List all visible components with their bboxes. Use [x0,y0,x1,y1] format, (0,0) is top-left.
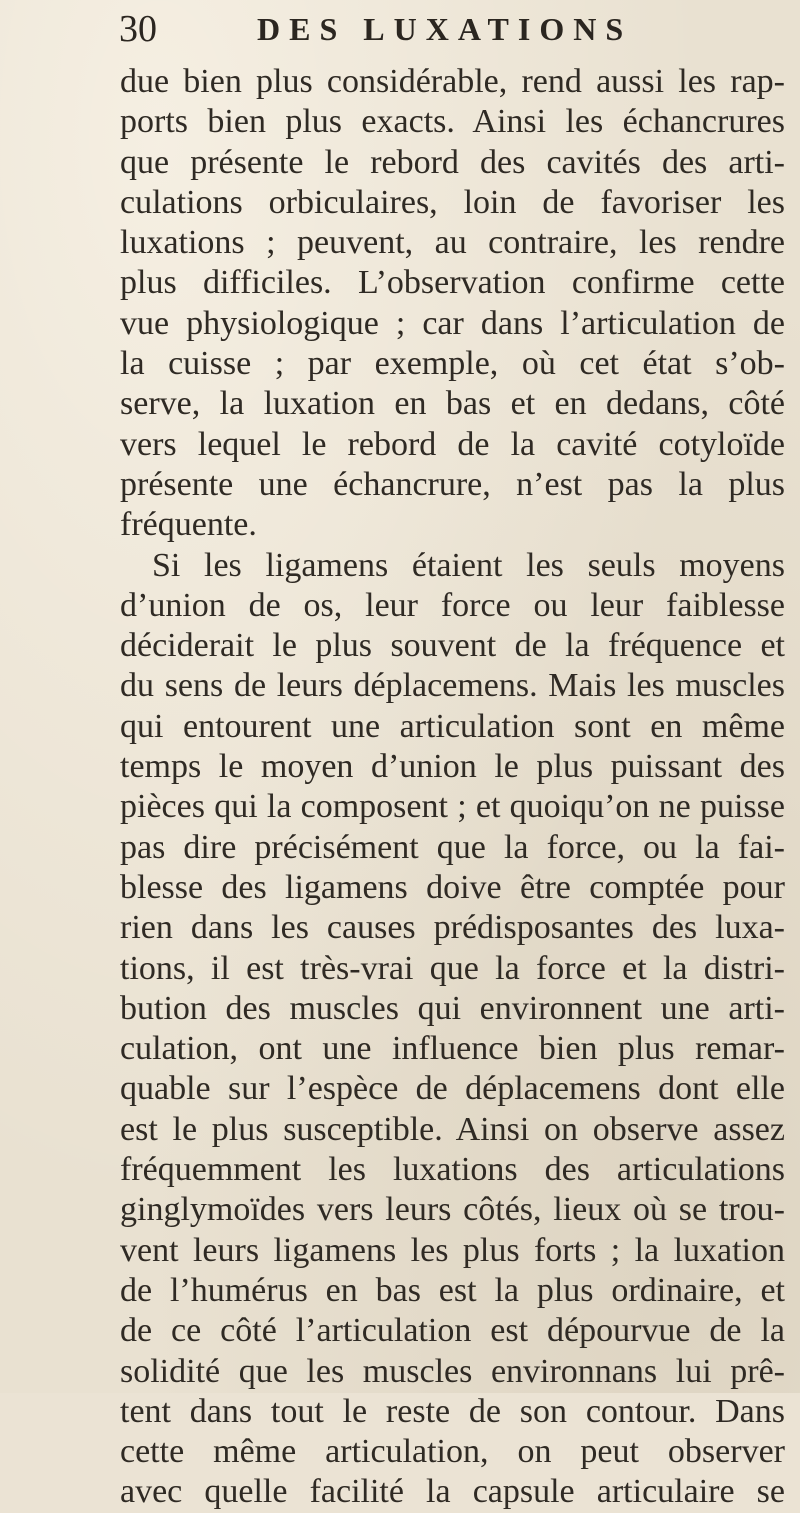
text-line: pièces qui la composent ; et quoiqu’on ne puisse [120,788,785,826]
text-line: ginglymoïdes vers leurs côtés, lieux où se trou- [120,1191,785,1229]
running-head: DES LUXATIONS [257,11,633,47]
text-line: rien dans les causes prédisposantes des luxa- [120,909,785,947]
text-line: avec quelle facilité la capsule articulaire se [120,1473,785,1511]
text-line: vers lequel le rebord de la cavité cotyloïde [120,425,785,463]
body-text [120,62,785,1513]
text-line: présente une échancrure, n’est pas la plus [120,465,785,503]
text-line: plus difficiles. L’observation confirme cette [120,264,785,302]
page-header [119,4,799,54]
text-line: bution des muscles qui environnent une arti- [120,989,785,1027]
text-line: cette même articulation, on peut observer [120,1433,785,1471]
text-line: vue physiologique ; car dans l’articulation de [120,304,785,342]
text-line: d’union de os, leur force ou leur faiblesse [120,586,785,624]
text-line: qui entourent une articulation sont en même [120,707,785,745]
text-line: culations orbiculaires, loin de favoriser les [120,183,785,221]
text-line: tent dans tout le reste de son contour. Dans [120,1392,785,1430]
text-line: du sens de leurs déplacemens. Mais les muscles [120,667,785,705]
text-line: est le plus susceptible. Ainsi on observe assez [120,1110,785,1148]
text-line: Si les ligamens étaient les seuls moyens [152,546,785,584]
text-line: quable sur l’espèce de déplacemens dont elle [120,1070,785,1108]
text-line: luxations ; peuvent, au contraire, les rendre [120,224,785,262]
text-line: de ce côté l’articulation est dépourvue de la [120,1312,785,1350]
text-line: fréquente. [120,506,257,544]
text-line: tions, il est très-vrai que la force et la distri- [120,949,785,987]
text-line: solidité que les muscles environnans lui prê- [120,1352,785,1390]
text-line: blesse des ligamens doive être comptée pour [120,868,785,906]
text-line: que présente le rebord des cavités des arti- [120,143,785,181]
text-line: vent leurs ligamens les plus forts ; la luxation [120,1231,785,1269]
text-line: due bien plus considérable, rend aussi les rap- [120,63,785,100]
text-line: ports bien plus exacts. Ainsi les échancrures [120,103,785,141]
text-line: culation, ont une influence bien plus remar- [120,1030,785,1068]
text-line: temps le moyen d’union le plus puissant des [120,748,785,786]
page-number: 30 [119,8,157,50]
text-line: déciderait le plus souvent de la fréquence et [120,627,785,665]
text-line: de l’humérus en bas est la plus ordinaire, et [120,1271,785,1309]
text-line: fréquemment les luxations des articulations [120,1151,785,1189]
text-line: la cuisse ; par exemple, où cet état s’ob- [120,345,785,383]
text-line: pas dire précisément que la force, ou la fai- [120,828,785,866]
text-line: serve, la luxation en bas et en dedans, côté [120,385,785,423]
